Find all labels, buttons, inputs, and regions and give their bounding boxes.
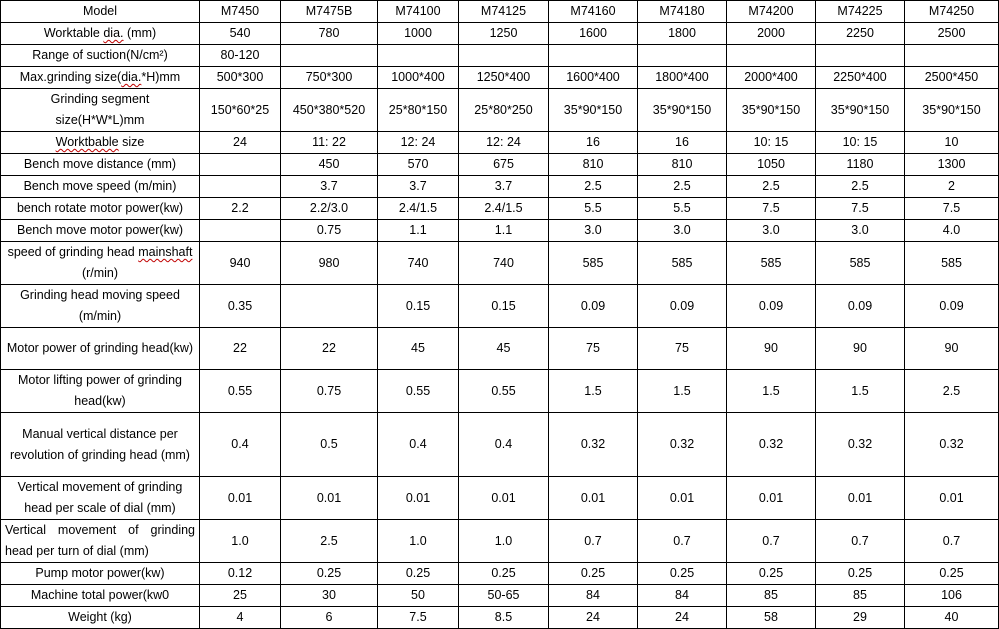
cell-value: 1.0 [200,520,281,563]
table-row [1,413,999,477]
cell-value: 25*80*250 [459,89,549,132]
table-row [1,154,999,176]
cell-value: 0.35 [200,285,281,328]
cell-value: 106 [905,585,999,607]
row-label: Bench move speed (m/min) [1,176,200,198]
cell-value: 0.55 [459,370,549,413]
cell-value: 570 [378,154,459,176]
cell-value: 35*90*150 [638,89,727,132]
cell-value: 0.01 [378,477,459,520]
cell-value: 0.25 [459,563,549,585]
cell-value: 0.32 [905,413,999,477]
cell-value: 35*90*150 [905,89,999,132]
cell-value: 16 [638,132,727,154]
cell-value: 585 [816,242,905,285]
cell-value: 40 [905,607,999,629]
cell-value: 8.5 [459,607,549,629]
row-label: Manual vertical distance per revolution of grinding head (mm) [1,413,200,477]
cell-value: 45 [459,328,549,370]
cell-value: 12: 24 [378,132,459,154]
table-row [1,67,999,89]
table-row [1,585,999,607]
cell-value: 1800*400 [638,67,727,89]
cell-value: 50-65 [459,585,549,607]
cell-value: 1250 [459,23,549,45]
cell-value: 0.4 [378,413,459,477]
cell-value: 585 [549,242,638,285]
header-row [1,1,999,23]
cell-value: 1600 [549,23,638,45]
cell-value [281,285,378,328]
cell-value: 1.5 [727,370,816,413]
cell-value: 740 [378,242,459,285]
cell-value: 2 [905,176,999,198]
cell-value: 500*300 [200,67,281,89]
cell-value: 585 [727,242,816,285]
table-row [1,89,999,132]
cell-value: 0.25 [281,563,378,585]
cell-value: 90 [816,328,905,370]
header-cell-m74250: M74250 [905,1,999,23]
cell-value: 0.7 [727,520,816,563]
cell-value [816,45,905,67]
cell-value: 3.0 [549,220,638,242]
cell-value: 35*90*150 [727,89,816,132]
cell-value: 450*380*520 [281,89,378,132]
table-row [1,477,999,520]
cell-value: 0.5 [281,413,378,477]
cell-value: 84 [549,585,638,607]
cell-value: 0.25 [905,563,999,585]
cell-value: 5.5 [549,198,638,220]
row-label: Bench move motor power(kw) [1,220,200,242]
cell-value [549,45,638,67]
cell-value: 58 [727,607,816,629]
cell-value: 0.01 [459,477,549,520]
cell-value: 2.2/3.0 [281,198,378,220]
cell-value: 940 [200,242,281,285]
cell-value: 540 [200,23,281,45]
cell-value: 3.7 [281,176,378,198]
cell-value: 2500*450 [905,67,999,89]
row-label: Motor lifting power of grinding head(kw) [1,370,200,413]
cell-value: 3.0 [638,220,727,242]
cell-value: 24 [549,607,638,629]
cell-value: 0.01 [281,477,378,520]
cell-value: 740 [459,242,549,285]
cell-value: 29 [816,607,905,629]
header-cell-m74100: M74100 [378,1,459,23]
cell-value: 0.15 [459,285,549,328]
cell-value: 24 [200,132,281,154]
cell-value: 90 [905,328,999,370]
cell-value: 3.7 [459,176,549,198]
cell-value [638,45,727,67]
cell-value: 1000 [378,23,459,45]
cell-value: 7.5 [378,607,459,629]
table-row [1,198,999,220]
cell-value: 0.09 [638,285,727,328]
cell-value: 780 [281,23,378,45]
cell-value: 0.32 [549,413,638,477]
cell-value: 0.01 [549,477,638,520]
header-cell-m74160: M74160 [549,1,638,23]
cell-value: 0.7 [549,520,638,563]
row-label: Grinding head moving speed (m/min) [1,285,200,328]
cell-value: 810 [638,154,727,176]
cell-value: 1.1 [459,220,549,242]
cell-value: 22 [200,328,281,370]
cell-value: 45 [378,328,459,370]
cell-value: 0.01 [905,477,999,520]
cell-value: 585 [638,242,727,285]
row-label: speed of grinding head mainshaft (r/min) [1,242,200,285]
cell-value: 4.0 [905,220,999,242]
table-row [1,520,999,563]
cell-value: 2.5 [905,370,999,413]
cell-value: 7.5 [905,198,999,220]
table-row [1,220,999,242]
cell-value: 10: 15 [727,132,816,154]
cell-value: 0.25 [549,563,638,585]
header-cell-m7450: M7450 [200,1,281,23]
row-label: Worktable dia. (mm) [1,23,200,45]
cell-value [459,45,549,67]
cell-value: 2000*400 [727,67,816,89]
cell-value: 0.75 [281,370,378,413]
cell-value [200,176,281,198]
cell-value: 1.0 [459,520,549,563]
cell-value [727,45,816,67]
cell-value: 25*80*150 [378,89,459,132]
cell-value: 0.75 [281,220,378,242]
cell-value: 24 [638,607,727,629]
cell-value: 1.5 [549,370,638,413]
cell-value: 0.32 [638,413,727,477]
cell-value: 6 [281,607,378,629]
cell-value [281,45,378,67]
table-row [1,132,999,154]
cell-value: 150*60*25 [200,89,281,132]
table-row [1,285,999,328]
cell-value: 2.5 [281,520,378,563]
row-label: Bench move distance (mm) [1,154,200,176]
table-row [1,23,999,45]
cell-value: 7.5 [816,198,905,220]
cell-value: 1.5 [638,370,727,413]
table-row [1,563,999,585]
cell-value: 10: 15 [816,132,905,154]
row-label: Pump motor power(kw) [1,563,200,585]
cell-value: 0.01 [727,477,816,520]
cell-value: 2.5 [727,176,816,198]
cell-value: 1250*400 [459,67,549,89]
cell-value [200,154,281,176]
row-label: Worktbable size [1,132,200,154]
row-label: Range of suction(N/cm²) [1,45,200,67]
cell-value: 2.5 [549,176,638,198]
cell-value: 1.0 [378,520,459,563]
cell-value: 0.25 [378,563,459,585]
row-label: Motor power of grinding head(kw) [1,328,200,370]
cell-value: 1300 [905,154,999,176]
row-label: Max.grinding size(dia.*H)mm [1,67,200,89]
table-row [1,370,999,413]
cell-value: 1180 [816,154,905,176]
cell-value: 1600*400 [549,67,638,89]
cell-value: 2250*400 [816,67,905,89]
cell-value: 2.2 [200,198,281,220]
spec-table-body [1,1,999,629]
cell-value: 35*90*150 [549,89,638,132]
cell-value: 84 [638,585,727,607]
cell-value: 7.5 [727,198,816,220]
cell-value: 1000*400 [378,67,459,89]
header-cell-m74180: M74180 [638,1,727,23]
row-label: Machine total power(kw0 [1,585,200,607]
cell-value: 1800 [638,23,727,45]
table-row [1,45,999,67]
header-cell-m74125: M74125 [459,1,549,23]
cell-value: 0.7 [816,520,905,563]
cell-value: 0.09 [549,285,638,328]
cell-value: 0.25 [727,563,816,585]
cell-value: 3.0 [816,220,905,242]
row-label: Weight (kg) [1,607,200,629]
cell-value: 0.01 [200,477,281,520]
cell-value: 12: 24 [459,132,549,154]
cell-value: 11: 22 [281,132,378,154]
cell-value: 0.25 [638,563,727,585]
cell-value: 2.4/1.5 [378,198,459,220]
cell-value: 80-120 [200,45,281,67]
cell-value: 2.5 [638,176,727,198]
header-cell-m74200: M74200 [727,1,816,23]
cell-value: 0.15 [378,285,459,328]
row-label: Grinding segment size(H*W*L)mm [1,89,200,132]
cell-value: 2.4/1.5 [459,198,549,220]
cell-value: 810 [549,154,638,176]
cell-value: 585 [905,242,999,285]
cell-value: 85 [816,585,905,607]
row-label: Vertical movement of grinding head per scale of dial (mm) [1,477,200,520]
cell-value: 22 [281,328,378,370]
cell-value: 0.09 [816,285,905,328]
cell-value: 0.7 [905,520,999,563]
cell-value: 0.25 [816,563,905,585]
cell-value: 10 [905,132,999,154]
cell-value: 675 [459,154,549,176]
cell-value: 0.32 [816,413,905,477]
table-row [1,607,999,629]
cell-value: 0.09 [727,285,816,328]
cell-value: 2250 [816,23,905,45]
cell-value: 0.01 [638,477,727,520]
cell-value [200,220,281,242]
cell-value: 1050 [727,154,816,176]
cell-value: 2.5 [816,176,905,198]
cell-value: 5.5 [638,198,727,220]
cell-value: 4 [200,607,281,629]
cell-value: 3.0 [727,220,816,242]
cell-value: 50 [378,585,459,607]
cell-value [905,45,999,67]
cell-value: 0.09 [905,285,999,328]
cell-value: 3.7 [378,176,459,198]
cell-value: 0.7 [638,520,727,563]
header-cell-m7475b: M7475B [281,1,378,23]
cell-value: 1.1 [378,220,459,242]
cell-value: 2500 [905,23,999,45]
cell-value: 980 [281,242,378,285]
cell-value: 450 [281,154,378,176]
row-label: Vertical movement of grinding head per turn of dial (mm) [1,520,200,563]
header-cell-m74225: M74225 [816,1,905,23]
table-row [1,176,999,198]
cell-value: 0.01 [816,477,905,520]
cell-value: 0.12 [200,563,281,585]
cell-value: 85 [727,585,816,607]
cell-value: 0.55 [200,370,281,413]
cell-value: 750*300 [281,67,378,89]
cell-value: 30 [281,585,378,607]
cell-value: 25 [200,585,281,607]
cell-value: 75 [638,328,727,370]
table-row [1,242,999,285]
row-label: bench rotate motor power(kw) [1,198,200,220]
cell-value [378,45,459,67]
header-cell-model: Model [1,1,200,23]
cell-value: 1.5 [816,370,905,413]
cell-value: 90 [727,328,816,370]
cell-value: 2000 [727,23,816,45]
cell-value: 35*90*150 [816,89,905,132]
cell-value: 16 [549,132,638,154]
cell-value: 0.55 [378,370,459,413]
cell-value: 0.4 [200,413,281,477]
table-row [1,328,999,370]
cell-value: 0.32 [727,413,816,477]
cell-value: 0.4 [459,413,549,477]
cell-value: 75 [549,328,638,370]
